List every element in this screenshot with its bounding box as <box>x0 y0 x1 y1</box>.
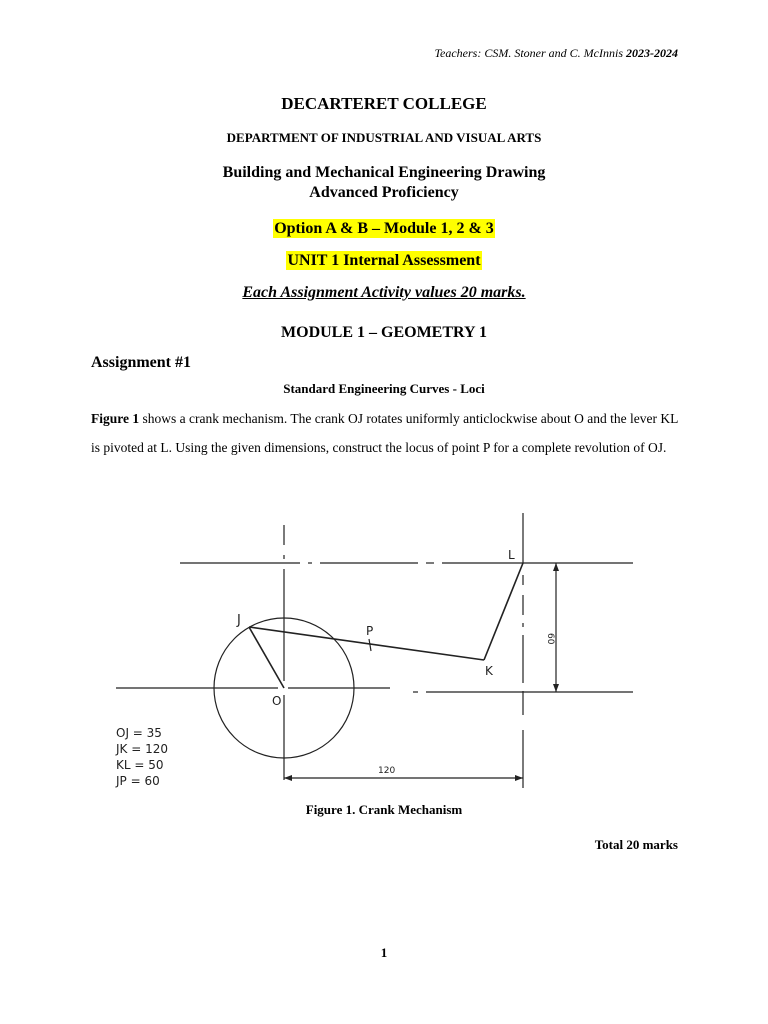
option-highlight: Option A & B – Module 1, 2 & 3 <box>274 220 494 237</box>
label-p: P <box>366 624 374 638</box>
label-k: K <box>485 664 493 678</box>
legend-jk: JK = 120 <box>116 742 168 756</box>
lever-kl <box>484 563 523 660</box>
assignment-paragraph <box>91 404 681 462</box>
crank-mechanism-figure <box>88 505 678 795</box>
total-marks: Total 20 marks <box>594 837 678 852</box>
teachers-note <box>434 46 678 61</box>
label-o: O <box>272 694 282 708</box>
figure-reference: Figure 1 <box>91 411 140 426</box>
college-name: DECARTERET COLLEGE <box>281 94 487 113</box>
point-p-tick <box>369 639 371 651</box>
label-j: J <box>237 613 241 628</box>
subject-title <box>0 163 768 203</box>
legend-oj: OJ = 35 <box>116 726 162 740</box>
unit-highlight: UNIT 1 Internal Assessment <box>287 252 481 269</box>
school-year: 2023-2024 <box>626 46 678 60</box>
dim-horizontal-value: 120 <box>378 766 396 776</box>
module-heading: MODULE 1 – GEOMETRY 1 <box>281 324 487 341</box>
dim-vertical-arrow-bottom <box>553 684 559 692</box>
dim-horizontal-arrow-right <box>515 775 523 781</box>
dim-vertical-value: 60 <box>545 633 555 645</box>
legend-jp: JP = 60 <box>116 774 160 788</box>
assignment-heading: Assignment #1 <box>91 354 192 371</box>
unit-line <box>0 252 768 270</box>
assignment-text: shows a crank mechanism. The crank OJ rotates uniformly anticlockwise about O and the lever KL is pivoted at L. Using the given dimensions, construct the locus of point P for a complete revolution of OJ. <box>91 411 678 455</box>
dim-vertical-arrow-top <box>553 563 559 571</box>
teachers-names: Teachers: CSM. Stoner and C. McInnis <box>434 46 623 60</box>
figure-caption: Figure 1. Crank Mechanism <box>305 802 463 817</box>
assignment-subheading: Standard Engineering Curves - Loci <box>283 381 485 396</box>
department-name: DEPARTMENT OF INDUSTRIAL AND VISUAL ARTS <box>226 130 542 145</box>
option-line <box>0 220 768 238</box>
subject-line-2: Advanced Proficiency <box>309 184 459 201</box>
crank-oj <box>249 627 284 688</box>
dim-horizontal-arrow-left <box>284 775 292 781</box>
page-number: 1 <box>380 945 388 960</box>
marks-note: Each Assignment Activity values 20 marks. <box>242 284 526 301</box>
subject-line-1: Building and Mechanical Engineering Drawing <box>222 164 546 181</box>
legend-kl: KL = 50 <box>116 758 164 772</box>
label-l: L <box>508 548 515 562</box>
